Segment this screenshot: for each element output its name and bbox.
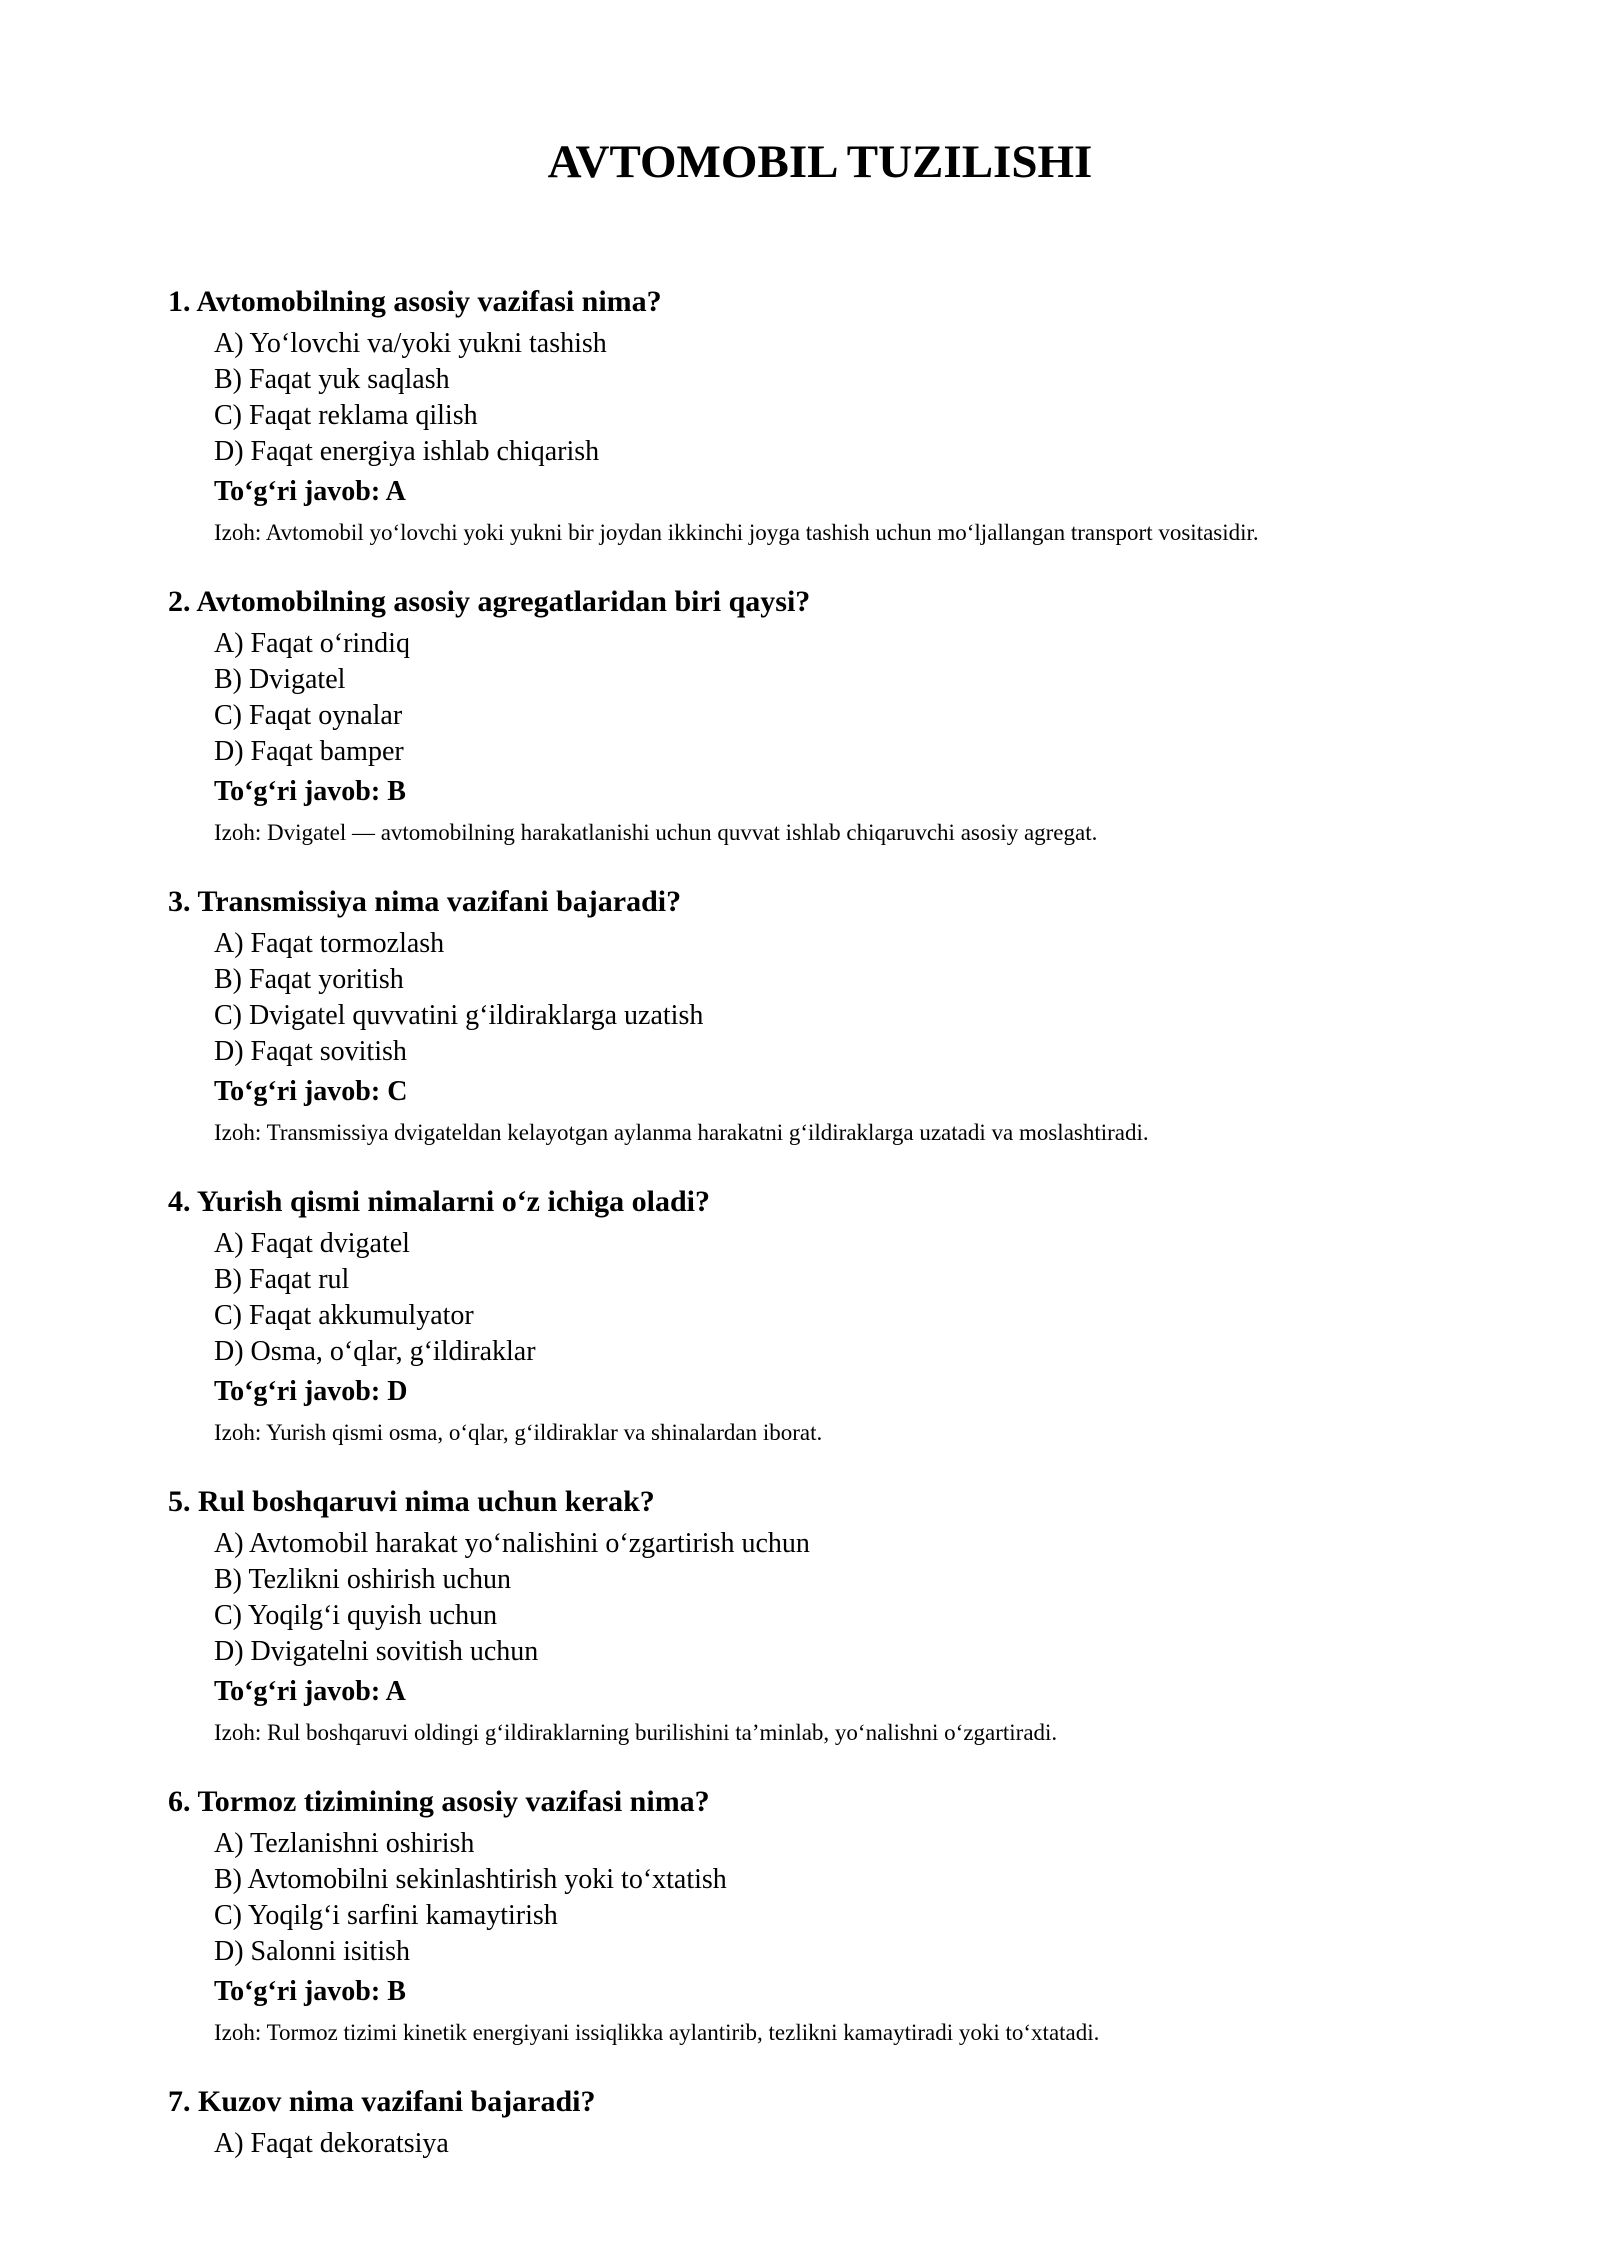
option-c: C) Faqat reklama qilish	[214, 400, 478, 431]
option-list	[214, 626, 1468, 770]
question-title: 4. Yurish qismi nimalarni o‘z ichiga oladi?	[168, 1185, 711, 1218]
question-title: 1. Avtomobilning asosiy vazifasi nima?	[168, 285, 662, 318]
option-a: A) Faqat o‘rindiq	[214, 628, 410, 659]
option-d: D) Dvigatelni sovitish uchun	[214, 1636, 539, 1667]
option-c: C) Faqat akkumulyator	[214, 1300, 474, 1331]
explanation-note	[214, 2016, 1468, 2050]
answer-letter: C	[387, 1076, 408, 1107]
option-list	[214, 326, 1468, 470]
answer-label: To‘g‘ri javob:	[214, 776, 388, 807]
note-text: Yurish qismi osma, o‘qlar, g‘ildiraklar va shinalardan iborat.	[266, 1420, 823, 1445]
explanation-note	[214, 816, 1468, 850]
option-a: A) Avtomobil harakat yo‘nalishini o‘zgartirish uchun	[214, 1528, 810, 1559]
correct-answer	[214, 1374, 1468, 1410]
question-1	[168, 282, 1468, 550]
answer-letter: B	[387, 776, 406, 807]
option-d: D) Faqat bamper	[214, 736, 404, 767]
note-text: Dvigatel — avtomobilning harakatlanishi uchun quvvat ishlab chiqaruvchi asosiy agregat.	[267, 820, 1098, 845]
option-d: D) Faqat energiya ishlab chiqarish	[214, 436, 600, 467]
explanation-note	[214, 516, 1468, 550]
question-7	[168, 2082, 1468, 2162]
note-label: Izoh:	[214, 1420, 267, 1445]
answer-label: To‘g‘ri javob:	[214, 1976, 388, 2007]
note-text: Avtomobil yo‘lovchi yoki yukni bir joydan ikkinchi joyga tashish uchun mo‘ljallangan transport vositasidir.	[265, 520, 1259, 545]
note-label: Izoh:	[214, 1720, 268, 1745]
note-text: Tormoz tizimi kinetik energiyani issiqlikka aylantirib, tezlikni kamaytiradi yoki to‘xtatadi.	[266, 2020, 1100, 2045]
option-b: B) Faqat yuk saqlash	[214, 364, 450, 395]
option-c: C) Dvigatel quvvatini g‘ildiraklarga uzatish	[214, 1000, 704, 1031]
option-d: D) Osma, o‘qlar, g‘ildiraklar	[214, 1336, 536, 1367]
option-d: D) Salonni isitish	[214, 1936, 411, 1967]
option-a: A) Faqat dvigatel	[214, 1228, 410, 1259]
option-b: B) Dvigatel	[214, 664, 346, 695]
option-c: C) Yoqilg‘i quyish uchun	[214, 1600, 498, 1631]
option-a: A) Yo‘lovchi va/yoki yukni tashish	[214, 328, 607, 359]
note-label: Izoh:	[214, 1120, 267, 1145]
note-text: Rul boshqaruvi oldingi g‘ildiraklarning burilishini ta’minlab, yo‘nalishni o‘zgartiradi.	[267, 1720, 1058, 1745]
correct-answer	[214, 774, 1468, 810]
question-title: 6. Tormoz tizimining asosiy vazifasi nima?	[168, 1785, 710, 1818]
question-3	[168, 882, 1468, 1150]
explanation-note	[214, 1116, 1468, 1150]
question-2	[168, 582, 1468, 850]
option-a: A) Faqat tormozlash	[214, 928, 445, 959]
question-4	[168, 1182, 1468, 1450]
question-title: 7. Kuzov nima vazifani bajaradi?	[168, 2085, 596, 2118]
question-title: 3. Transmissiya nima vazifani bajaradi?	[168, 885, 682, 918]
option-list	[214, 1826, 1468, 1970]
note-label: Izoh:	[214, 520, 266, 545]
answer-letter: B	[387, 1976, 406, 2007]
option-b: B) Avtomobilni sekinlashtirish yoki to‘xtatish	[214, 1864, 727, 1895]
correct-answer	[214, 1074, 1468, 1110]
option-list	[214, 926, 1468, 1070]
question-list	[168, 282, 1468, 2194]
option-a: A) Faqat dekoratsiya	[214, 2128, 449, 2159]
note-label: Izoh:	[214, 820, 268, 845]
option-d: D) Faqat sovitish	[214, 1036, 407, 1067]
option-b: B) Faqat yoritish	[214, 964, 404, 995]
option-a: A) Tezlanishni oshirish	[214, 1828, 475, 1859]
option-list	[214, 1226, 1468, 1370]
answer-letter: D	[387, 1376, 408, 1407]
document-title: AVTOMOBIL TUZILISHI	[547, 136, 1093, 188]
option-b: B) Tezlikni oshirish uchun	[214, 1564, 511, 1595]
question-5	[168, 1482, 1468, 1750]
explanation-note	[214, 1416, 1468, 1450]
note-text: Transmissiya dvigateldan kelayotgan aylanma harakatni g‘ildiraklarga uzatadi va moslashtiradi.	[266, 1120, 1149, 1145]
answer-label: To‘g‘ri javob:	[214, 1076, 388, 1107]
correct-answer	[214, 474, 1468, 510]
correct-answer	[214, 1674, 1468, 1710]
option-b: B) Faqat rul	[214, 1264, 350, 1295]
correct-answer	[214, 1974, 1468, 2010]
answer-label: To‘g‘ri javob:	[214, 1376, 388, 1407]
answer-label: To‘g‘ri javob:	[214, 476, 386, 507]
option-list	[214, 2126, 1468, 2162]
option-c: C) Faqat oynalar	[214, 700, 403, 731]
question-title: 5. Rul boshqaruvi nima uchun kerak?	[168, 1485, 655, 1518]
answer-letter: A	[385, 1676, 406, 1707]
option-c: C) Yoqilg‘i sarfini kamaytirish	[214, 1900, 558, 1931]
question-6	[168, 1782, 1468, 2050]
explanation-note	[214, 1716, 1468, 1750]
question-title: 2. Avtomobilning asosiy agregatlaridan biri qaysi?	[168, 585, 811, 618]
note-label: Izoh:	[214, 2020, 267, 2045]
answer-label: To‘g‘ri javob:	[214, 1676, 386, 1707]
answer-letter: A	[385, 476, 406, 507]
option-list	[214, 1526, 1468, 1670]
